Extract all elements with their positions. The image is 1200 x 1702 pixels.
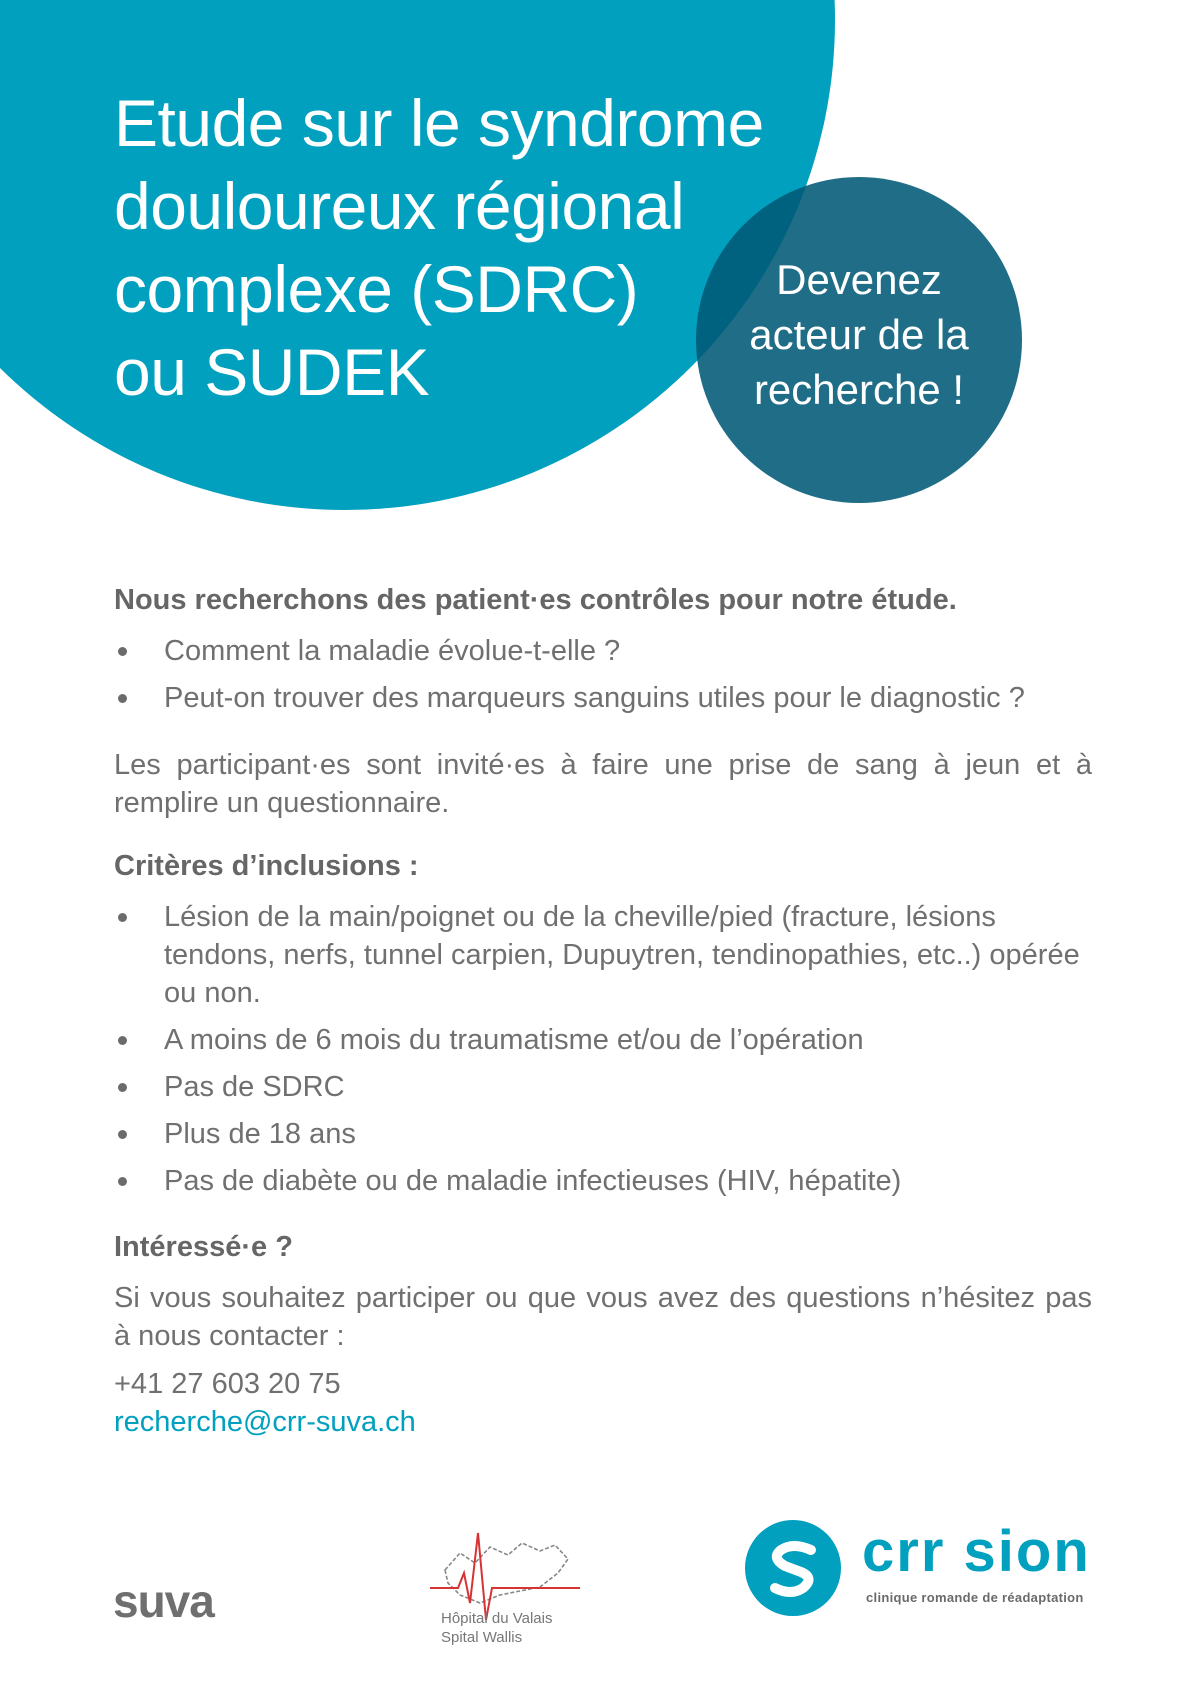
intro-heading: Nous recherchons des patient·es contrôles pour notre étude. — [114, 584, 957, 616]
list-item: Pas de SDRC — [114, 1068, 1092, 1106]
bullet-icon — [118, 1083, 127, 1092]
cta-line: recherche ! — [753, 365, 965, 413]
list-item: Lésion de la main/poignet ou de la cheville/pied (fracture, lésions tendons, nerfs, tunnel carpien, Dupuytren, tendinopathies, etc..) opérée ou non. — [114, 898, 1092, 1012]
intro-paragraph: Les participant·es sont invité·es à faire une prise de sang à jeun et à remplire un questionnaire. — [114, 749, 1092, 819]
main-content — [114, 582, 1092, 1441]
list-item: Comment la maladie évolue-t-elle ? — [114, 632, 1092, 670]
criteria-list — [114, 898, 1092, 1200]
bullet-icon — [118, 1177, 127, 1186]
crr-logo-tagline: clinique romande de réadaptation — [866, 1590, 1084, 1605]
cta-line: acteur de la — [749, 310, 969, 358]
title-line: complexe (SDRC) — [114, 252, 639, 326]
list-item: Pas de diabète ou de maladie infectieuses (HIV, hépatite) — [114, 1162, 1092, 1200]
list-item: A moins de 6 mois du traumatisme et/ou de l’opération — [114, 1021, 1092, 1059]
contact-email-link[interactable]: recherche@crr-suva.ch — [114, 1406, 416, 1438]
title-line: Etude sur le syndrome — [114, 86, 764, 160]
crr-logo-name: crr sion — [862, 1519, 1091, 1584]
contact-phone[interactable]: +41 27 603 20 75 — [114, 1368, 341, 1400]
contact-paragraph: Si vous souhaitez participer ou que vous avez des questions n’hésitez pas à nous contacter : — [114, 1282, 1092, 1352]
title-line: ou SUDEK — [114, 335, 430, 409]
crr-s-circle-icon — [745, 1520, 841, 1616]
bullet-icon — [118, 1130, 127, 1139]
bullet-icon — [118, 694, 127, 703]
cta-circle — [696, 177, 1022, 503]
bullet-icon — [118, 647, 127, 656]
bullet-icon — [118, 913, 127, 922]
criteria-heading: Critères d’inclusions : — [114, 850, 419, 882]
cta-text — [749, 252, 968, 417]
footer-logos — [0, 1490, 1200, 1670]
title-line: douloureux régional — [114, 169, 685, 243]
intro-list — [114, 632, 1092, 717]
contact-heading: Intéressé·e ? — [114, 1231, 293, 1263]
suva-logo: suva — [113, 1575, 214, 1627]
bullet-icon — [118, 1036, 127, 1045]
cta-line: Devenez — [776, 255, 942, 303]
list-item: Peut-on trouver des marqueurs sanguins utiles pour le diagnostic ? — [114, 679, 1092, 717]
list-item: Plus de 18 ans — [114, 1115, 1092, 1153]
hopital-logo-text: Hôpital du Valais Spital Wallis — [441, 1610, 553, 1646]
